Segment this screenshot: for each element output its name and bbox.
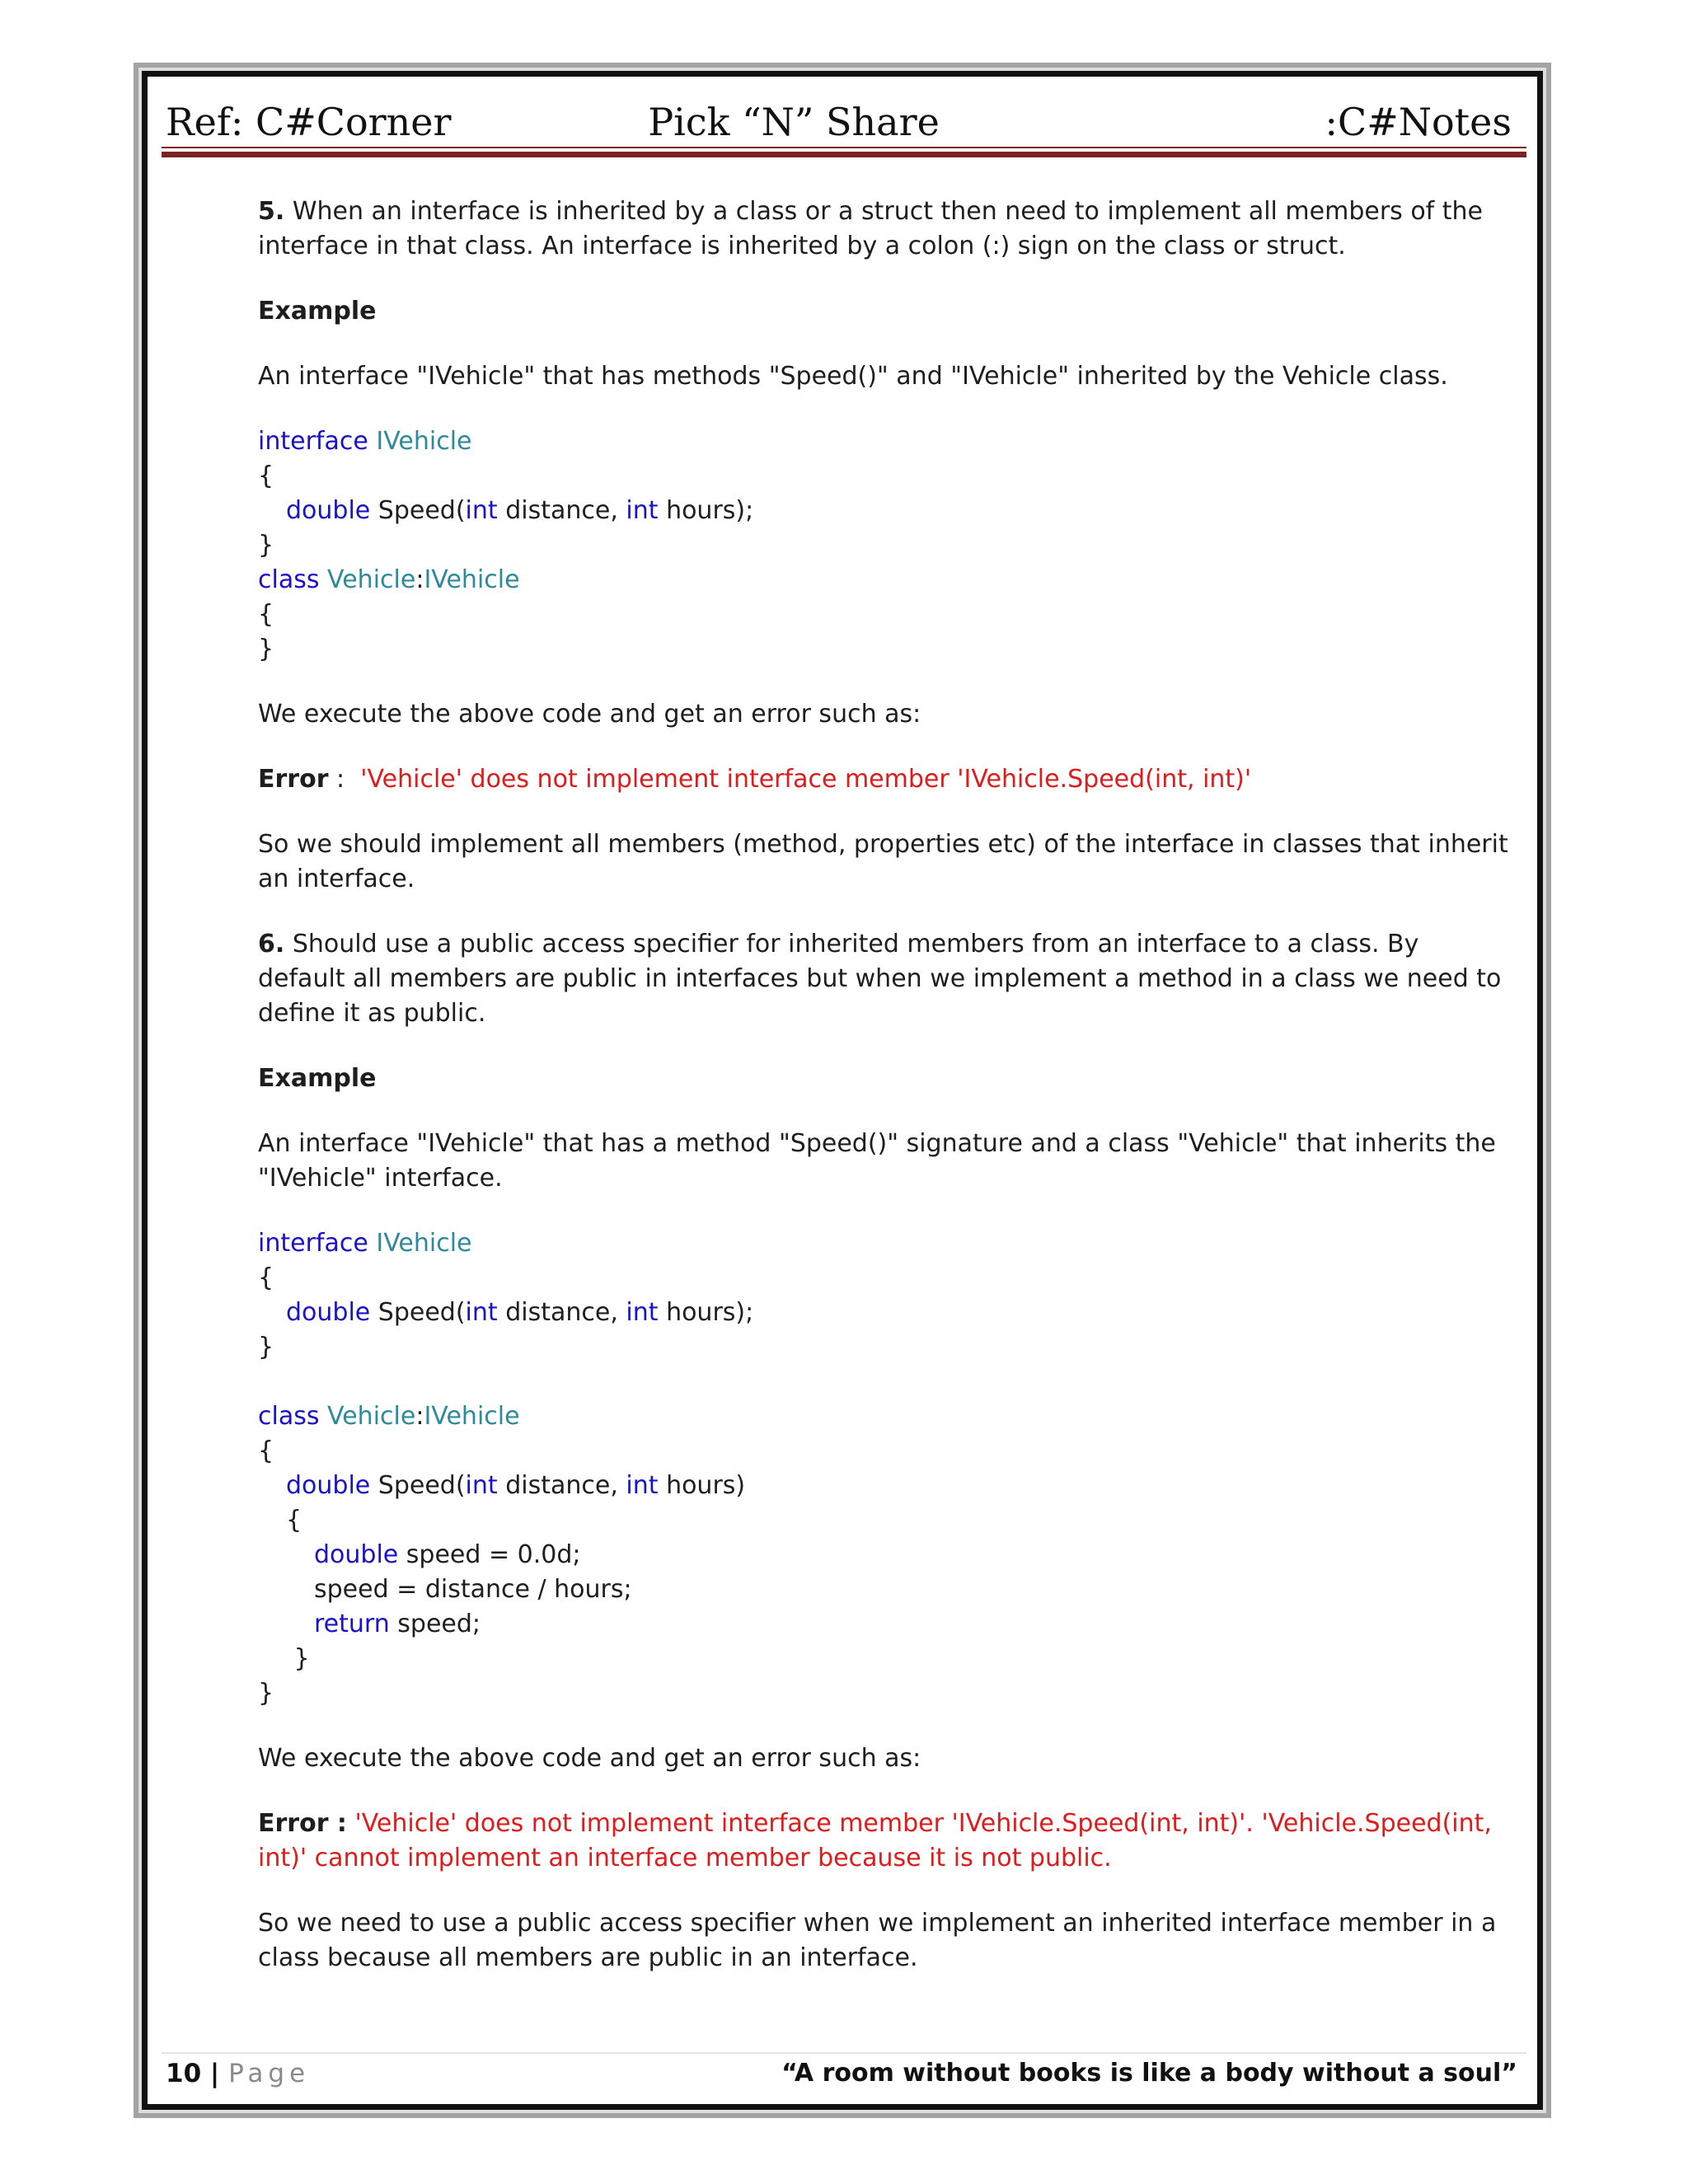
header-center: Pick “N” Share [648, 100, 940, 144]
page-label: Page [228, 2059, 311, 2088]
code-keyword: return [314, 1610, 390, 1638]
footer-quote: “A room without books is like a body without a soul” [781, 2059, 1517, 2088]
code-keyword: interface [258, 427, 368, 456]
code-text: hours) [658, 1471, 746, 1500]
code-keyword: double [286, 1298, 371, 1327]
code-keyword: int [465, 1471, 498, 1500]
footer-page-number [166, 2057, 310, 2090]
code-line: { [258, 600, 274, 629]
code-line [258, 1399, 1511, 1434]
header-left: Ref: C#Corner [166, 100, 452, 144]
code-line [258, 424, 1511, 459]
code-text: hours); [658, 1298, 754, 1327]
code-keyword: int [465, 496, 498, 525]
code-text: distance, [497, 496, 626, 525]
code-type: Vehicle [327, 1402, 416, 1431]
code-type: IVehicle [376, 427, 472, 456]
error-message: 'Vehicle' does not implement interface member 'IVehicle.Speed(int, int)'. 'Vehicle.Speed(int, int)' cannot implement an interface member because it is not public. [258, 1809, 1492, 1872]
code-line [258, 1538, 1511, 1572]
section-5-text: When an interface is inherited by a class or a struct then need to implement all members of the interface in that class. An interface is inherited by a colon (:) sign on the class or struct. [258, 197, 1484, 260]
code-keyword: double [286, 496, 371, 525]
code-line: } [286, 1644, 310, 1673]
code-line [258, 1296, 1511, 1330]
page-number: 10 [166, 2059, 202, 2088]
section-6-after-code: We execute the above code and get an error such as: [258, 1744, 921, 1773]
section-5-number: 5. [258, 197, 285, 226]
section-5-paragraph [258, 194, 1511, 264]
code-line: speed = distance / hours; [314, 1575, 632, 1604]
code-line [258, 563, 1511, 598]
section-6-paragraph [258, 927, 1511, 1031]
section-6-error [258, 1807, 1511, 1876]
code-keyword: int [626, 1471, 659, 1500]
error-message: 'Vehicle' does not implement interface member 'IVehicle.Speed(int, int)' [360, 765, 1252, 794]
code-type: IVehicle [376, 1229, 472, 1258]
section-6-number: 6. [258, 930, 285, 958]
code-type: IVehicle [424, 565, 520, 594]
code-line: } [258, 1333, 274, 1361]
code-keyword: class [258, 1402, 320, 1431]
footer-rule [162, 2052, 1526, 2054]
code-keyword: interface [258, 1229, 368, 1258]
code-type: IVehicle [424, 1402, 520, 1431]
code-text: : [415, 565, 424, 594]
code-line: { [286, 1506, 302, 1535]
code-text: distance, [497, 1471, 626, 1500]
code-type: Vehicle [327, 565, 416, 594]
code-line [258, 1226, 1511, 1261]
code-keyword: double [286, 1471, 371, 1500]
error-separator: : [328, 765, 361, 794]
code-text: Speed( [370, 1471, 466, 1500]
section-6-example-desc: An interface "IVehicle" that has a method "Speed()" signature and a class "Vehicle" that inherits the "IVehicle" interface. [258, 1129, 1496, 1193]
section-5-example-desc: An interface "IVehicle" that has methods "Speed()" and "IVehicle" inherited by the Vehicle class. [258, 362, 1448, 391]
code-line: } [258, 1679, 274, 1708]
code-line [258, 1469, 1511, 1503]
section-5-conclusion: So we should implement all members (method, properties etc) of the interface in classes that inherit an interface. [258, 830, 1508, 893]
code-line [258, 1607, 1511, 1642]
document-body [258, 194, 1511, 2006]
section-5-example-heading: Example [258, 297, 377, 326]
section-5-after-code: We execute the above code and get an error such as: [258, 700, 921, 729]
code-text: Speed( [370, 1298, 466, 1327]
header-right: :C#Notes [1325, 100, 1512, 144]
code-line: { [258, 462, 274, 490]
code-text: : [415, 1402, 424, 1431]
code-keyword: double [314, 1540, 399, 1569]
code-line: } [258, 635, 274, 663]
error-label: Error [258, 765, 329, 794]
header-rule-thin [162, 147, 1526, 148]
section-6-example-heading: Example [258, 1064, 377, 1093]
code-text: speed; [389, 1610, 481, 1638]
code-keyword: int [626, 496, 659, 525]
section-6-text: Should use a public access specifier for inherited members from an interface to a class. By default all members are public in interfaces but when we implement a method in a class we need to define it as public. [258, 930, 1502, 1028]
code-line: { [258, 1436, 274, 1465]
code-keyword: int [465, 1298, 498, 1327]
code-text: speed = 0.0d; [398, 1540, 581, 1569]
section-5-error [258, 762, 1511, 797]
header-rule-thick [162, 152, 1526, 157]
code-text: hours); [658, 496, 754, 525]
code-line [258, 494, 1511, 528]
page-separator: | [201, 2059, 229, 2088]
code-line: { [258, 1263, 274, 1292]
section-6-code-block [258, 1226, 1511, 1711]
error-label: Error : [258, 1809, 347, 1838]
code-text: distance, [497, 1298, 626, 1327]
code-text: Speed( [370, 496, 466, 525]
section-5-code-block [258, 424, 1511, 667]
code-keyword: int [626, 1298, 659, 1327]
section-6-conclusion: So we need to use a public access specifier when we implement an inherited interface member in a class because all members are public in an interface. [258, 1909, 1497, 1972]
code-blank-line [258, 1365, 1511, 1399]
code-keyword: class [258, 565, 320, 594]
code-line: } [258, 531, 274, 560]
